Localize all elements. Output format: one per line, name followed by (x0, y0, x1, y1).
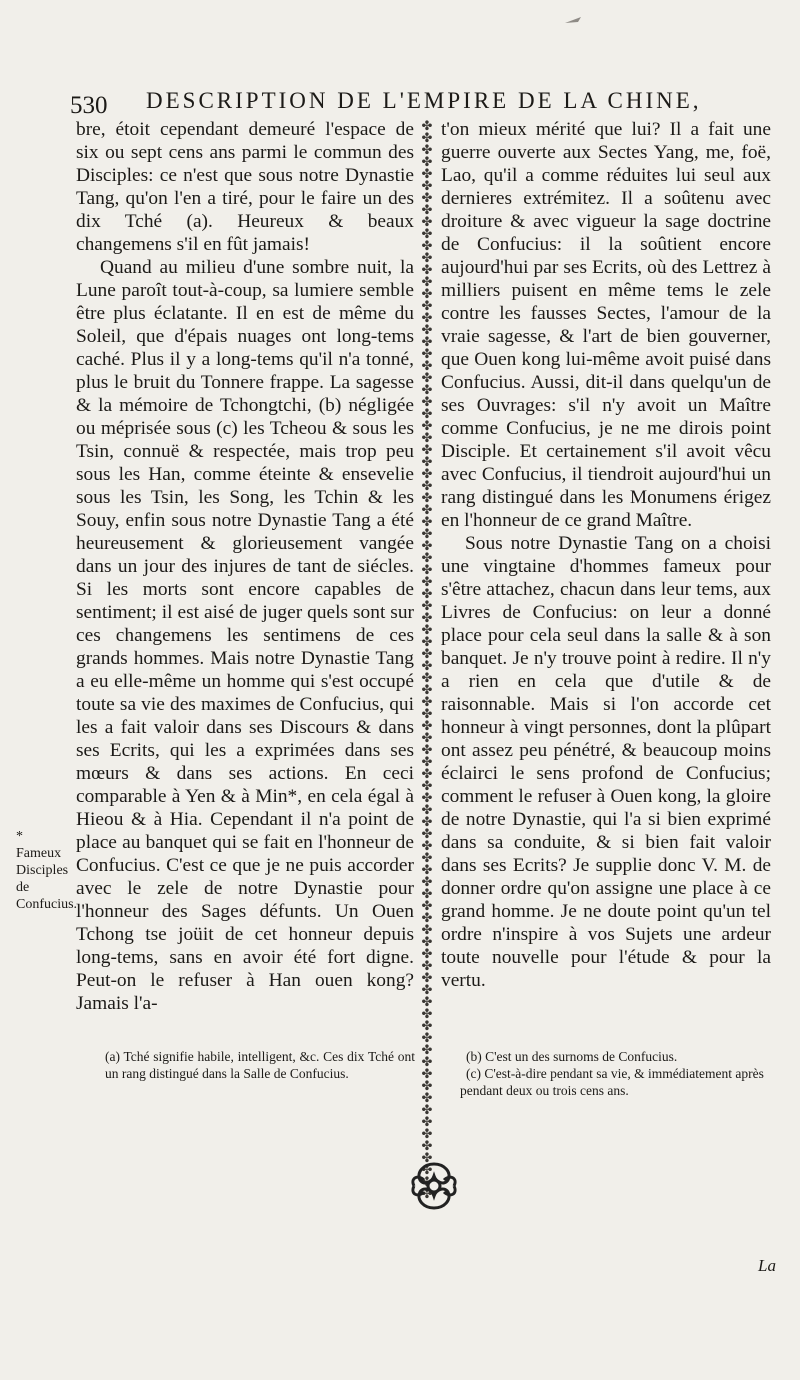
catchword: La (758, 1256, 776, 1275)
footnotes-right (460, 1048, 780, 1099)
marginal-note: * Fameux Disciples de Confucius. (16, 829, 78, 912)
footnote: (a) Tché signifie habile, intelligent, &c. Ces dix Tché ont un rang distingué dans la Salle de Confucius. (105, 1049, 415, 1081)
text-column-right (441, 118, 771, 992)
running-title: DESCRIPTION DE L'EMPIRE DE LA CHINE, (146, 88, 702, 113)
footnote: (c) C'est-à-dire pendant sa vie, & immédiatement après pendant deux ou trois cens ans. (460, 1066, 764, 1098)
paragraph: t'on mieux mérité que lui? Il a fait une guerre ouverte aux Sectes Yang, me, foë, Lao, qu'il a comme réduites lui seul aux dernieres extrémitez. Il a soûtenu avec droiture & avec vigueur la sage doctrine de Confucius: il la soûtient encore aujourd'hui par ses Ecrits, où des Lettrez à milliers puisent en même tems le zele contre les fausses Sectes, l'amour de la vraie sagesse, & l'art de bien gouverner, que Ouen kong lui-même avoit puisé dans Confucius. Aussi, dit-il dans quelqu'un de ses Ouvrages: s'il n'y avoit un Maître comme Confucius, je ne me dirois point Disciple. Et certainement s'il avoit vêcu avec Confucius, il tiendroit aujourd'hui un rang distingué dans les Monumens érigez en l'honneur de ce grand Maître. (441, 119, 771, 531)
footnote: (b) C'est un des surnoms de Confucius. (466, 1049, 678, 1064)
footnotes-left (105, 1048, 415, 1082)
fleuron-ornament-icon (406, 1158, 462, 1214)
paragraph: bre, étoit cependant demeuré l'espace de six ou sept cens ans parmi le commun des Disciples: ce n'est que sous notre Dynastie Tang, qu'on l'en a tiré, pour le faire un des dix Tché (a). Heureux & beaux changemens s'il en fût jamais! (76, 119, 414, 255)
text-column-left (76, 118, 414, 1015)
column-divider-ornament: ✤ ✤ ✤ ✤ ✤ ✤ ✤ ✤ ✤ ✤ ✤ ✤ ✤ ✤ ✤ ✤ ✤ ✤ ✤ ✤ ✤ ✤ ✤ ✤ ✤ ✤ ✤ ✤ ✤ ✤ ✤ ✤ ✤ ✤ ✤ ✤ ✤ ✤ ✤ ✤ ✤ ✤ ✤ ✤ ✤ ✤ ✤ ✤ ✤ ✤ ✤ ✤ ✤ ✤ ✤ ✤ ✤ ✤ ✤ ✤ ✤ ✤ ✤ ✤ ✤ ✤ ✤ ✤ ✤ ✤ ✤ ✤ ✤ ✤ ✤ ✤ ✤ ✤ ✤ ✤ ✤ ✤ ✤ ✤ ✤ ✤ ✤ ✤ ✤ ✤ (421, 118, 433, 1201)
ink-smudge (564, 16, 582, 24)
page-number: 530 (70, 92, 108, 119)
paragraph: Quand au milieu d'une sombre nuit, la Lune paroît tout-à-coup, sa lumiere semble être plus éclatante. Il en est de même du Soleil, que d'épais nuages ont long-tems caché. Plus il y a long-tems qu'il n'a tonné, plus le bruit du Tonnere frappe. La sagesse & la mémoire de Tchongtchi, (b) négligée ou méprisée sous (c) les Tcheou & sous les Tsin, connuë & respectée, mais trop peu sous les Han, comme éteinte & ensevelie sous les Tsin, les Song, les Tchin & les Souy, enfin sous notre Dynastie Tang a été heureusement & glorieusement vangée dans un jour des injures de tant de siécles. Si les morts sont encore capables de sentiment; il est aisé de juger quels sont sur ces changemens les sentimens de ces grands hommes. Mais notre Dynastie Tang a eu elle-même un homme qui s'est occupé toute sa vie des maximes de Confucius, qui les a fait valoir dans ses Discours & dans ses Ecrits, qui les a exprimées dans ses mœurs & dans ses actions. En ceci comparable à Yen & à Min*, en cela égal à Hieou & à Hia. Cependant il n'a point de place au banquet qui se fait en l'honneur de Confucius. C'est ce que je ne puis accorder avec le zele de notre Dynastie pour l'honneur des Sages défunts. Un Ouen Tchong tse joüit de cet honneur depuis long-tems, sans en avoir été fort digne. Peut-on le refuser à Han ouen kong? Jamais l'a- (76, 257, 414, 1014)
paragraph: Sous notre Dynastie Tang on a choisi une vingtaine d'hommes fameux pour s'être attachez, chacun dans leur tems, aux Livres de Confucius: on leur a donné place pour cela seul dans la salle & à son banquet. Je n'y trouve point à redire. Il n'y a rien en cela que d'utile & de raisonnable. Mais si l'on accorde cet honneur à vingt personnes, dont la plûpart ont assez peu pénétré, & beaucoup moins éclairci le sens profond de Confucius; comment le refuser à Ouen kong, la gloire de notre Dynastie, qui l'a si bien exprimé dans sa conduite, & si bien fait valoir dans ses Ecrits? Je supplie donc V. M. de donner ordre qu'on assigne une place à ce grand homme. Je ne doute point qu'un tel ordre n'inspire à vos Sujets une ardeur toute nouvelle pour l'étude & pour la vertu. (441, 533, 771, 991)
